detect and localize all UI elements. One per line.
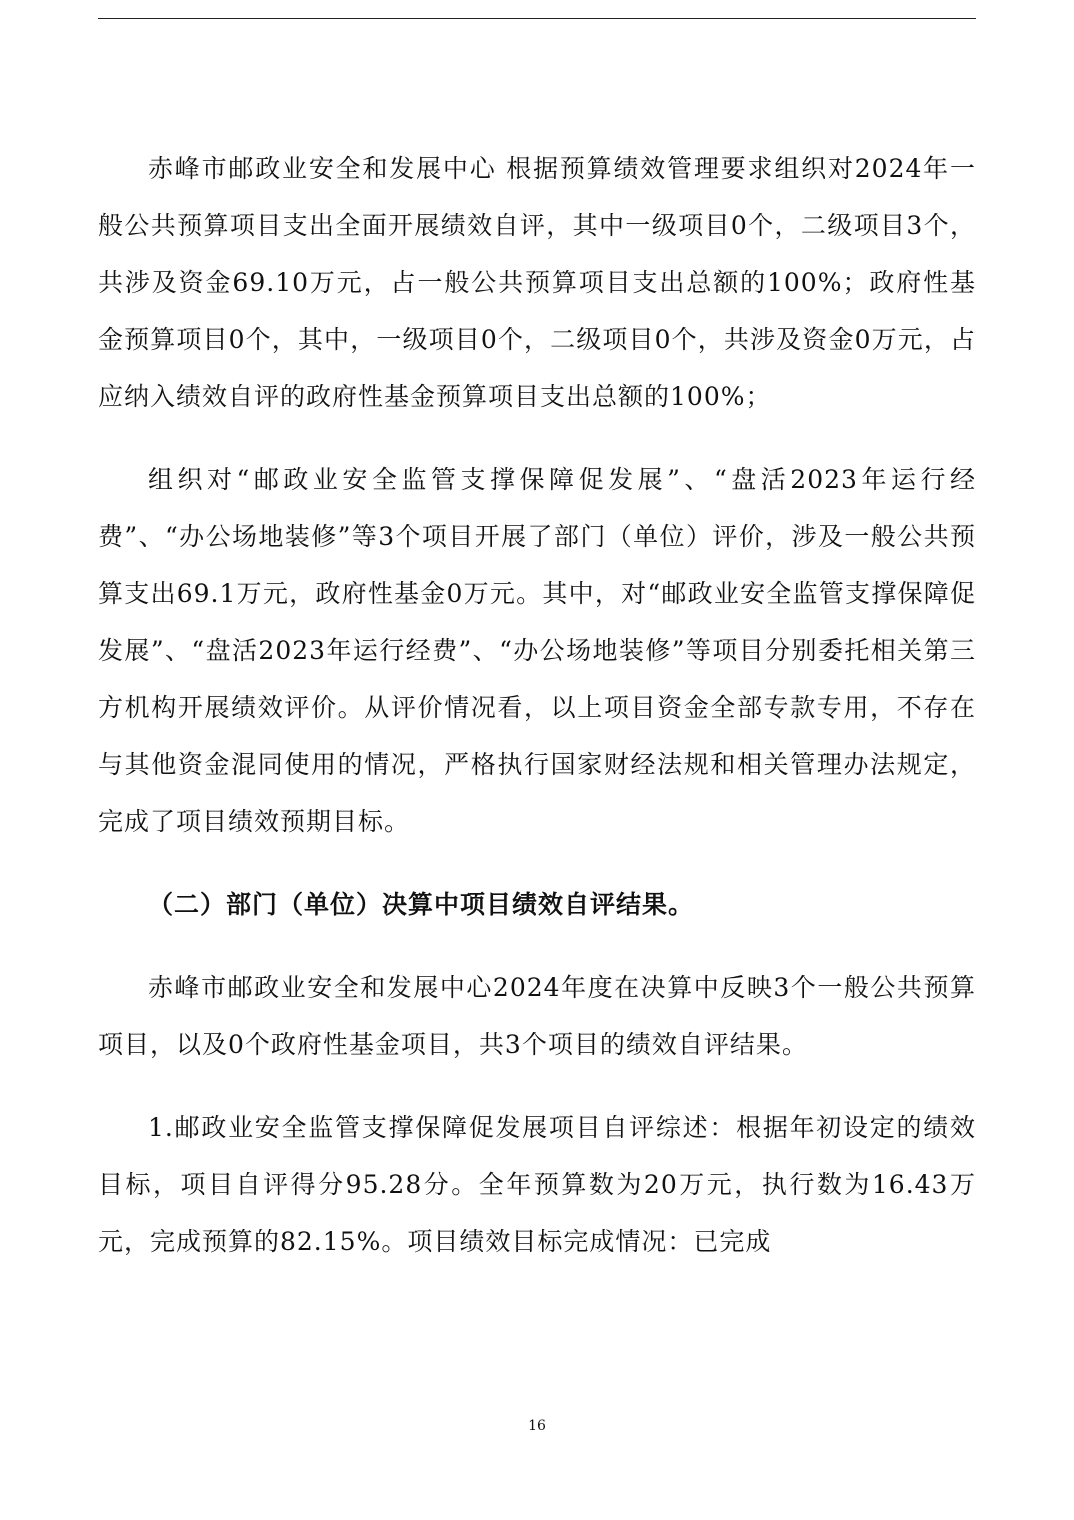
paragraph-project-1-summary: 1.邮政业安全监管支撑保障促发展项目自评综述：根据年初设定的绩效目标，项目自评得分95.28分。全年预算数为20万元，执行数为16.43万元，完成预算的82.15%。项目绩效目标完成情况：已完成 (98, 1113, 976, 1256)
header-rule (98, 18, 976, 19)
paragraph-department-evaluation: 组织对“邮政业安全监管支撑保障促发展”、“盘活2023年运行经费”、“办公场地装修”等3个项目开展了部门（单位）评价，涉及一般公共预算支出69.1万元，政府性基金0万元。其中，对“邮政业安全监管支撑保障促发展”、“盘活2023年运行经费”、“办公场地装修”等项目分别委托相关第三方机构开展绩效评价。从评价情况看，以上项目资金全部专款专用，不存在与其他资金混同使用的情况，严格执行国家财经法规和相关管理办法规定，完成了项目绩效预期目标。 (98, 465, 976, 836)
page-number: 16 (528, 1418, 546, 1434)
document-body (98, 140, 976, 1270)
paragraph-self-evaluation-scope: 赤峰市邮政业安全和发展中心 根据预算绩效管理要求组织对2024年一般公共预算项目支出全面开展绩效自评，其中一级项目0个，二级项目3个，共涉及资金69.10万元，占一般公共预算项目支出总额的100%；政府性基金预算项目0个，其中，一级项目0个，二级项目0个，共涉及资金0万元，占应纳入绩效自评的政府性基金预算项目支出总额的100%； (98, 154, 976, 411)
paragraph-final-accounts-summary: 赤峰市邮政业安全和发展中心2024年度在决算中反映3个一般公共预算项目，以及0个政府性基金项目，共3个项目的绩效自评结果。 (98, 973, 976, 1059)
section-heading: （二）部门（单位）决算中项目绩效自评结果。 (148, 890, 695, 919)
